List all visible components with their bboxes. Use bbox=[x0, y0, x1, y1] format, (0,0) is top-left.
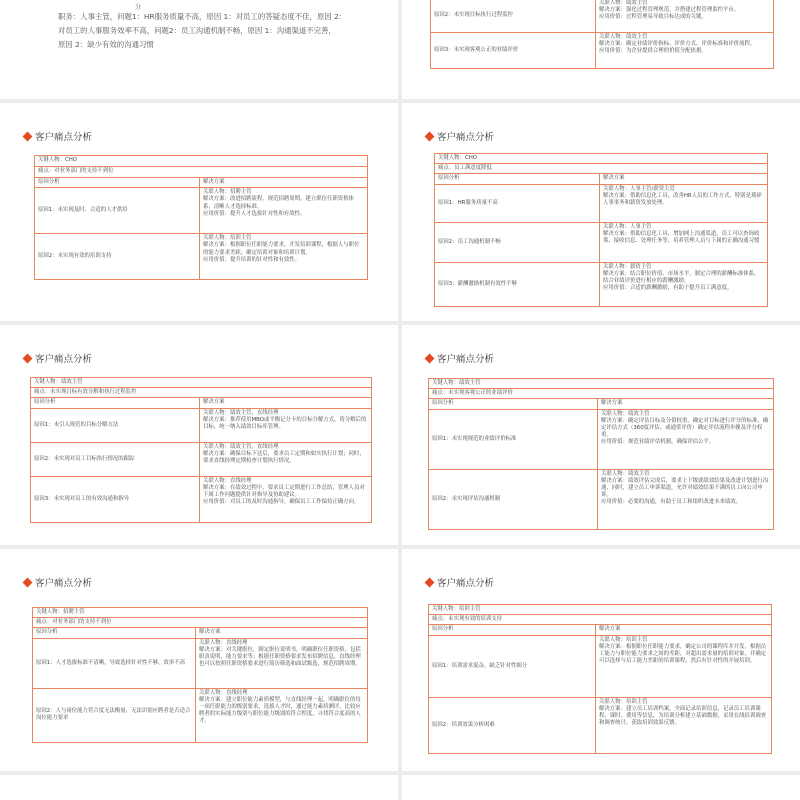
solution-cell: 关联人物：人事主管/薪资主管 解决方案：借助信息化工具，改善HR人员的工作方式，特别是琐碎人事事务和薪资发放处理。 bbox=[600, 184, 768, 222]
cause-cell: 原因1：未实现规范的业绩评价标准 bbox=[429, 409, 598, 469]
solution-cell: 关联人物：培训主管 解决方案：建立员工培训档案，全面记录培训信息，记录员工培训课程、课时、费用等信息，为培训分析建立基础数据，采用在线培训调查和调查统计，获取培训效果反馈。 bbox=[596, 697, 772, 753]
cause-cell: 原因2：未实现评估沟通机制 bbox=[429, 469, 598, 529]
header-solution: 解决方案 bbox=[196, 628, 368, 638]
diamond-icon bbox=[425, 131, 435, 141]
cause-cell: 原因2：未实现对员工目标执行情况的跟踪 bbox=[31, 442, 200, 476]
key-person: 关键人物：绩效主管 bbox=[429, 379, 774, 389]
cause-cell: 原因1：人才选拔标准不清晰，导致选择针对性不够，效率不高 bbox=[33, 638, 196, 688]
header-solution: 解决方案 bbox=[200, 398, 372, 408]
pain-table bbox=[430, 0, 774, 69]
summary-line: 职务：人事主管，问题1：HR服务质量不高，原因 1：对员工的答疑态度不佳，原因 2: bbox=[58, 12, 342, 21]
header-solution: 解决方案 bbox=[200, 178, 368, 188]
cause-cell: 原因1：未实现及时、合适的人才供给 bbox=[35, 188, 200, 234]
cause-cell: 原因1：未引入规范的目标分解方法 bbox=[31, 408, 200, 442]
slide-training bbox=[402, 549, 800, 771]
header-solution: 解决方案 bbox=[598, 399, 774, 409]
table-row bbox=[31, 476, 372, 522]
slide-title: 客户痛点分析 bbox=[24, 129, 92, 143]
header-cause: 原因分析 bbox=[33, 628, 196, 638]
solution-cell: 关联人物：直线经理 解决方案：对关键职位，制定职位说明书，明确职位任职资格，包括职责说明，能力要求等；根据任职资格要求发布招聘信息，直线经理也可以按照任职资格要求进行简历筛选和面试甄选，规范招聘周期。 bbox=[196, 638, 368, 688]
pain-point: 痛点：对业务部门的支持不到位 bbox=[35, 167, 368, 178]
pain-table bbox=[428, 604, 772, 754]
pain-point: 痛点：对业务部门的支持不到位 bbox=[33, 618, 368, 628]
header-cause: 原因分析 bbox=[429, 399, 598, 409]
solution-cell: 关联人物：人事主管 解决方案：借助信息化工具，增加网上沟通渠道，员工可以查询政策、接收信息、处理任务等，培养管理人员与下属的正确沟通习惯 bbox=[600, 222, 768, 262]
solution-line: 解决方案：强化过程管理规范，并搭建过程管理监控平台。 bbox=[599, 7, 740, 14]
slide-bottom-right bbox=[402, 775, 800, 800]
table-row bbox=[435, 184, 768, 222]
solution-cell: 关联人物：直线经理 解决方案：建立职位能力素质模型，与直线经理一起，明确职位的每一项任职能力的级别要求，选拔人才时，通过能力素质测评，比较应聘者的实际能力级别与职位能力级别的符合程度，寻找符合度高的人才。 bbox=[196, 688, 368, 742]
slide-title: 客户痛点分析 bbox=[24, 575, 92, 589]
table-row bbox=[31, 408, 372, 442]
superscript-text: 分 bbox=[135, 4, 142, 11]
key-person: 关键人物：培训主管 bbox=[429, 605, 772, 615]
header-cause: 原因分析 bbox=[35, 178, 200, 188]
table-row bbox=[435, 262, 768, 306]
table-row bbox=[429, 409, 774, 469]
cause-cell: 原因1：培训需求混杂，缺乏针对性细分 bbox=[429, 635, 596, 697]
key-person: 关键人物：CHO bbox=[35, 156, 368, 167]
diamond-icon bbox=[23, 577, 33, 587]
table-row bbox=[33, 638, 368, 688]
table-row bbox=[429, 635, 772, 697]
header-solution: 解决方案 bbox=[596, 625, 772, 635]
solution-cell: 关联人物：直线经理 解决方案：在绩效过程中，要求员工定期进行工作总结，管理人员对下属工作问题提供针对指导及协助建议。 应用价值：对员工的及时沟通指导，确保员工工作保持正确方向。 bbox=[200, 476, 372, 522]
summary-text bbox=[58, 10, 358, 52]
key-person: 关键人物：招聘主管 bbox=[33, 608, 368, 618]
solution-cell: 关联人物：招聘主管 解决方案：改进招聘流程，规范招聘周期，建立职位任职资格体系，清晰人才选择标准。 应用价值：提升人才选拔针对性和有效性。 bbox=[200, 188, 368, 234]
header-solution: 解决方案 bbox=[600, 174, 768, 184]
slide-perf-eval bbox=[402, 325, 800, 545]
solution-cell bbox=[596, 33, 774, 69]
slide-bottom-left bbox=[0, 775, 398, 800]
solution-cell: 关联人物：培训主管 解决方案：根据职位任职能力要求，确定公司的课程库并开发。根据员工能力与职位能力要求之间的差距，对超出需求量的培训对象，并确定可以选择与员工能力差距的培训课程，然后有针对性的开展培训。 bbox=[596, 635, 772, 697]
slide-top-right bbox=[402, 0, 800, 99]
pain-table bbox=[428, 378, 774, 530]
key-person: 关键人物：CHO bbox=[435, 154, 768, 164]
diamond-icon bbox=[425, 353, 435, 363]
table-row bbox=[435, 222, 768, 262]
header-cause: 原因分析 bbox=[435, 174, 600, 184]
pain-point: 痛点：未实现客观公正的业绩评价 bbox=[429, 389, 774, 399]
solution-line: 关联人物：绩效主管 bbox=[599, 34, 648, 40]
solution-cell: 关联人物：培训主管 解决方案：根据职位任职能力要求，开发培训课程，根据人与职位的能力要求差距，确定培训对象和培训计划。 应用价值：提升培训的针对性和有效性。 bbox=[200, 234, 368, 280]
table-row bbox=[429, 469, 774, 529]
pain-table bbox=[30, 377, 372, 523]
pain-table bbox=[434, 153, 768, 307]
cause-cell: 原因2：员工沟通机制不畅 bbox=[435, 222, 600, 262]
pain-table bbox=[32, 607, 368, 743]
pain-point: 痛点：未实现有效的培训支持 bbox=[429, 615, 772, 625]
cause-cell: 原因2：未实现目标执行过程监控 bbox=[431, 0, 596, 33]
slide-title: 客户痛点分析 bbox=[426, 575, 494, 589]
pain-point: 痛点：员工满意度降低 bbox=[435, 164, 768, 174]
slide-perf-goal bbox=[0, 325, 398, 545]
header-cause: 原因分析 bbox=[31, 398, 200, 408]
slide-recruit bbox=[0, 549, 398, 771]
table-row bbox=[33, 688, 368, 742]
table-row bbox=[431, 33, 774, 69]
key-person: 关键人物：绩效主管 bbox=[31, 378, 372, 388]
slide-title: 客户痛点分析 bbox=[426, 351, 494, 365]
slide-top-left bbox=[0, 0, 398, 99]
slide-cho-satisfaction bbox=[402, 103, 800, 321]
slide-title: 客户痛点分析 bbox=[426, 129, 494, 143]
solution-line: 关联人物：绩效主管 bbox=[599, 0, 648, 6]
cause-cell: 原因1：HR服务质量不高 bbox=[435, 184, 600, 222]
cause-cell: 原因2：培训效果分析困难 bbox=[429, 697, 596, 753]
solution-cell: 关联人物：绩效主管 解决方案：确定评估目标及分值权重，确定对目标进行评分的标准，确定评估方式（360度评估、或通常评价）确定评估流程步骤及评分权重。 应用价值：规范业绩评估机制，确保评估公平。 bbox=[598, 409, 774, 469]
cause-cell: 原因2：人与岗位能力符合度无法衡量，无法识别应聘者是否适合岗位能力要求 bbox=[33, 688, 196, 742]
table-row bbox=[429, 697, 772, 753]
solution-line: 应用价值：为企业提供合理的价值分配依据。 bbox=[599, 48, 707, 55]
diamond-icon bbox=[425, 577, 435, 587]
solution-cell: 关联人物：绩效主管，直线经理 解决方案：推荐使用MBO或平衡记分卡的目标分解方式，将分解后的目标，统一纳入绩效目标库管理。 bbox=[200, 408, 372, 442]
table-row bbox=[35, 234, 368, 280]
diamond-icon bbox=[23, 131, 33, 141]
summary-line: 对员工的人事服务效率不高，问题2：员工沟通机制不畅，原因 1：沟通渠道不完善， bbox=[58, 26, 336, 35]
summary-line: 原因 2：缺少有效的沟通习惯 bbox=[58, 40, 154, 49]
header-cause: 原因分析 bbox=[429, 625, 596, 635]
slide-title: 客户痛点分析 bbox=[24, 351, 92, 365]
solution-cell: 关联人物：绩效主管，直线经理 解决方案：确保目标下达后，要求员工定期和如实执行计划；同时，要求直线经理定期检查计划执行情况。 bbox=[200, 442, 372, 476]
diamond-icon bbox=[23, 353, 33, 363]
solution-line: 应用价值：过程管理易导致目标达成的关键。 bbox=[599, 14, 707, 21]
table-row bbox=[31, 442, 372, 476]
solution-cell: 关联人物：绩效主管 解决方案：绩效评估完成后，要求上下级就绩效结果及改进计划进行沟通，同时，建立员工申诉渠道，允许对绩效结果不满的员工向公司申诉。 应用价值：必要的沟通，有助于员工和组织改进未来绩效。 bbox=[598, 469, 774, 529]
cause-cell: 原因3：未实现客观公正的业绩评价 bbox=[431, 33, 596, 69]
pain-point: 痛点：未实现目标有效分解和执行过程监控 bbox=[31, 388, 372, 398]
solution-line: 解决方案：确定业绩评价指标、评价方式、评价标准和评价流程。 bbox=[599, 41, 756, 48]
slide-cho-support bbox=[0, 103, 398, 321]
table-row bbox=[35, 188, 368, 234]
cause-cell: 原因2：未实现有效的培训支持 bbox=[35, 234, 200, 280]
solution-cell bbox=[596, 0, 774, 33]
cause-cell: 原因3：未实现对员工的有效沟通和指导 bbox=[31, 476, 200, 522]
cause-cell: 原因3：薪酬激励机制有效性不够 bbox=[435, 262, 600, 306]
table-row bbox=[431, 0, 774, 33]
solution-cell: 关联人物：薪资主管 解决方案：结合职位价值、市场水平，制定合理的薪酬标准体系，结合业绩评价进行相应的薪酬激励。 应用价值：合适的薪酬激励，有助于提升员工满意度。 bbox=[600, 262, 768, 306]
pain-table bbox=[34, 155, 368, 280]
